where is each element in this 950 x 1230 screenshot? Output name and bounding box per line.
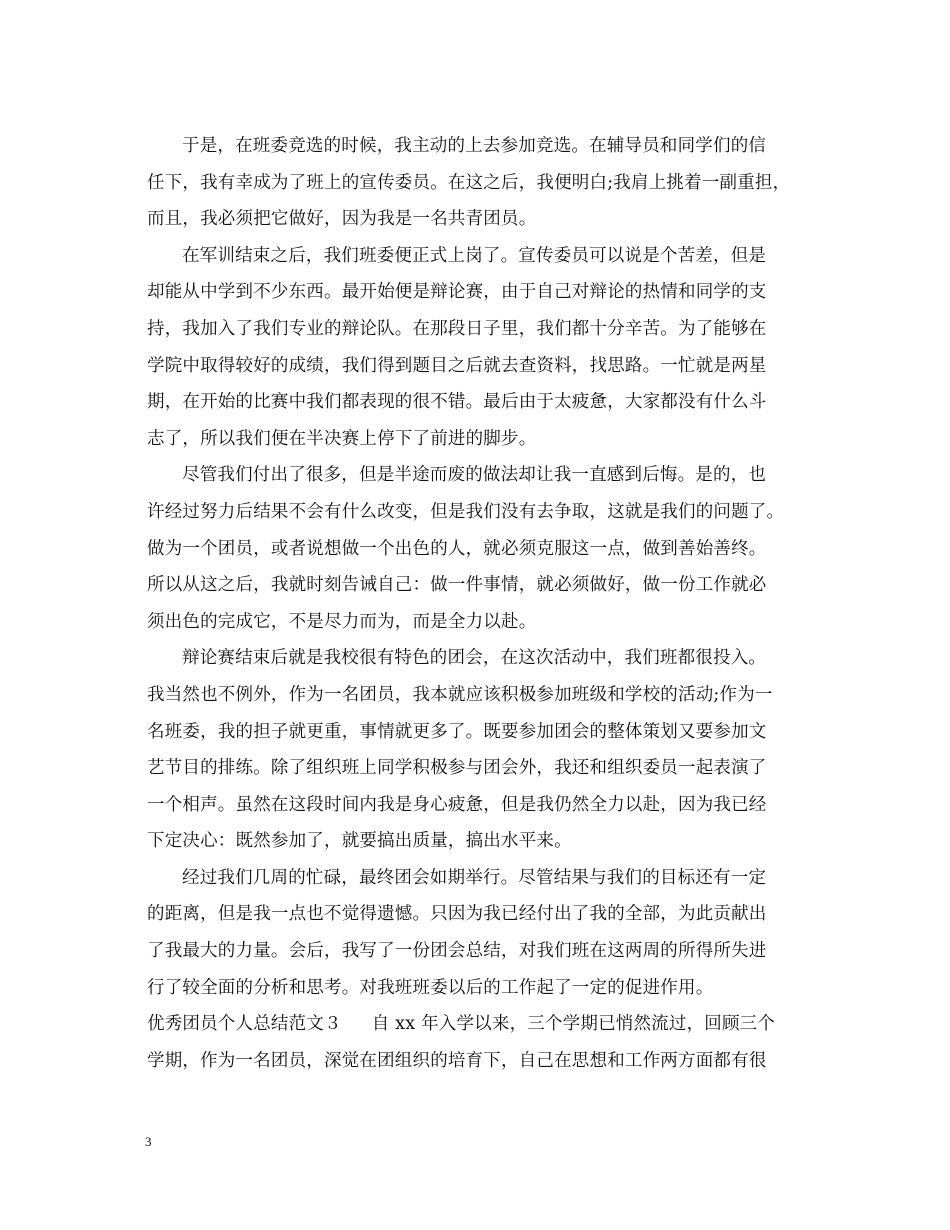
- text-line: 许经过努力后结果不会有什么改变，但是我们没有去争取，这就是我们的问题了。: [147, 501, 785, 522]
- text-line: 下定决心：既然参加了，就要搞出质量，搞出水平来。: [147, 831, 572, 852]
- text-line: 尽管我们付出了很多，但是半途而废的做法却让我一直感到后悔。是的，也: [182, 465, 767, 486]
- text-line: 行了较全面的分析和思考。对我班班委以后的工作起了一定的促进作用。: [147, 977, 714, 998]
- text-line: 在军训结束之后，我们班委便正式上岗了。宣传委员可以说是个苦差，但是: [182, 245, 767, 266]
- section-title: 优秀团员个人总结范文３: [147, 1014, 342, 1035]
- text-line: 我当然也不例外，作为一名团员，我本就应该积极参加班级和学校的活动;作为一: [147, 684, 773, 705]
- text-line: 经过我们几周的忙碌，最终团会如期举行。尽管结果与我们的目标还有一定: [182, 867, 767, 888]
- text-line: 于是，在班委竞选的时候，我主动的上去参加竞选。在辅导员和同学们的信: [182, 136, 767, 156]
- section-heading-line: [147, 1006, 822, 1043]
- text-line: 了我最大的力量。会后，我写了一份团会总结，对我们班在这两周的所得所失进: [147, 941, 767, 962]
- body-text: [147, 128, 822, 1079]
- text-line: 名班委，我的担子就更重，事情就更多了。既要参加团会的整体策划又要参加文: [147, 721, 767, 742]
- text-line: 学院中取得较好的成绩，我们得到题目之后就去查资料，找思路。一忙就是两星: [147, 355, 767, 376]
- text-line: 任下，我有幸成为了班上的宣传委员。在这之后，我便明白;我肩上挑着一副重担，: [147, 172, 791, 193]
- text-line: 一个相声。虽然在这段时间内我是身心疲惫，但是我仍然全力以赴，因为我已经: [147, 794, 767, 815]
- text-line: 的距离，但是我一点也不觉得遗憾。只因为我已经付出了我的全部，为此贡献出: [147, 904, 767, 925]
- text-line: 而且，我必须把它做好，因为我是一名共青团员。: [147, 209, 537, 230]
- text-line: 却能从中学到不少东西。最开始便是辩论赛，由于自己对辩论的热情和同学的支: [147, 282, 767, 303]
- text-line: 期，在开始的比赛中我们都表现的很不错。最后由于太疲惫，大家都没有什么斗: [147, 392, 767, 413]
- text-line: 学期，作为一名团员，深觉在团组织的培育下，自己在思想和工作两方面都有很: [147, 1050, 767, 1071]
- text-line: 所以从这之后，我就时刻告诫自己：做一件事情，就必须做好，做一份工作就必: [147, 575, 767, 596]
- text-line: 持，我加入了我们专业的辩论队。在那段日子里，我们都十分辛苦。为了能够在: [147, 318, 767, 339]
- text-line: 艺节目的排练。除了组织班上同学积极参与团会外，我还和组织委员一起表演了: [147, 758, 767, 779]
- text-line: 志了，所以我们便在半决赛上停下了前进的脚步。: [147, 428, 537, 449]
- section-intro-text: 自 xx 年入学以来，三个学期已悄然流过，回顾三个: [371, 1014, 776, 1035]
- page-number: 3: [145, 1134, 152, 1149]
- text-line: 辩论赛结束后就是我校很有特色的团会，在这次活动中，我们班都很投入。: [182, 648, 767, 669]
- text-line: 做为一个团员，或者说想做一个出色的人，就必须克服这一点，做到善始善终。: [147, 538, 767, 559]
- text-line: 须出色的完成它，不是尽力而为，而是全力以赴。: [147, 611, 537, 632]
